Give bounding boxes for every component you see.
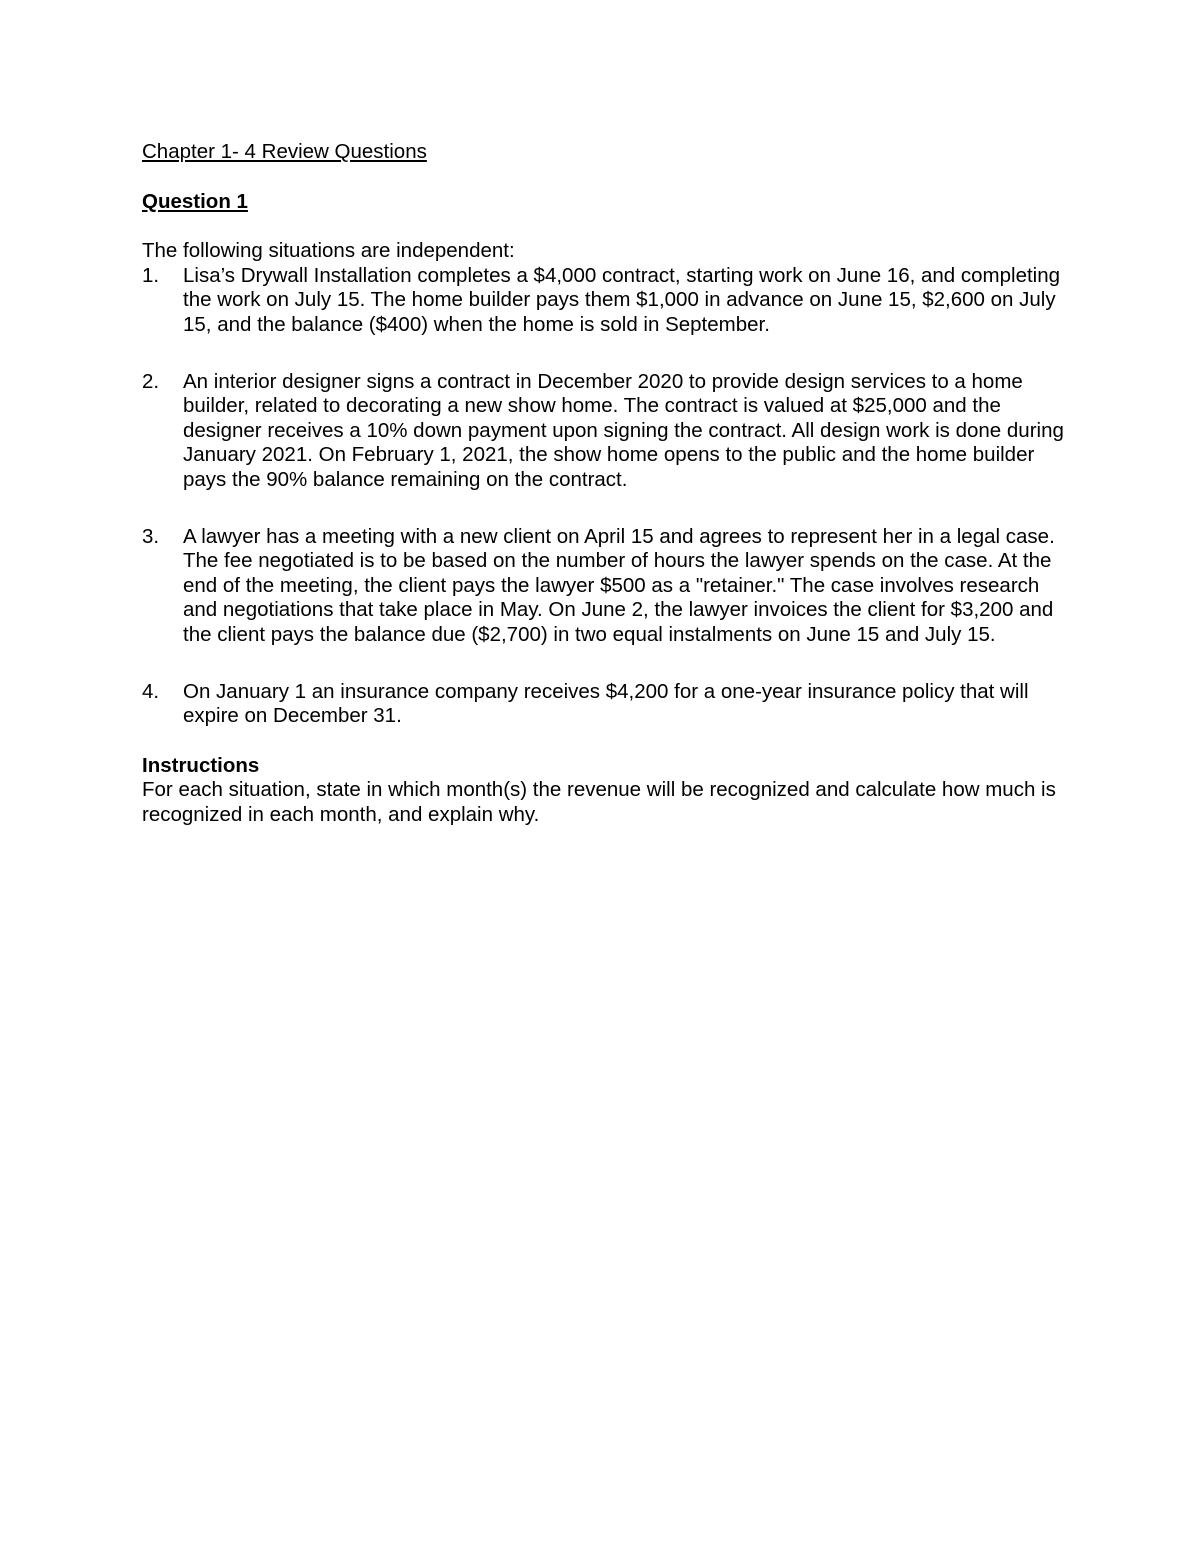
situation-number: 2. [142,369,160,393]
situation-item [142,525,1072,648]
situation-item [142,680,1072,729]
situation-text: On January 1 an insurance company receives $4,200 for a one-year insurance policy that will expire on December 31. [183,679,1029,728]
intro-text: The following situations are independent: [142,239,515,263]
instructions-heading: Instructions [142,753,260,777]
document-title: Chapter 1- 4 Review Questions [142,140,427,163]
situation-text: A lawyer has a meeting with a new client on April 15 and agrees to represent her in a legal case. The fee negotiated is to be based on the number of hours the lawyer spends on the case. At the end of the meeting, the client pays the lawyer $500 as a "retainer." The case involves research and negotiations that take place in May. On June 2, the lawyer invoices the client for $3,200 and the client pays the balance due ($2,700) in two equal instalments on June 15 and July 15. [183,524,1055,646]
situation-number: 4. [142,679,160,703]
situation-text: Lisa’s Drywall Installation completes a $4,000 contract, starting work on June 16, and completing the work on July 15. The home builder pays them $1,000 in advance on June 15, $2,600 on July 15, and the balance ($400) when the home is sold in September. [183,263,1061,336]
situation-number: 3. [142,524,160,548]
situations-list [142,264,1072,729]
question-heading: Question 1 [142,189,248,213]
situation-text: An interior designer signs a contract in December 2020 to provide design services to a home builder, related to decorating a new show home. The contract is valued at $25,000 and the designer receives a 10% down payment upon signing the contract. All design work is done during January 2021. On February 1, 2021, the show home opens to the public and the home builder pays the 90% balance remaining on the contract. [183,369,1064,491]
situation-item [142,264,1072,338]
situation-number: 1. [142,263,160,287]
situation-item [142,370,1072,493]
instructions-text: For each situation, state in which month(s) the revenue will be recognized and calculate how much is recognized in each month, and explain why. [142,778,1056,826]
document-page [142,140,1072,827]
